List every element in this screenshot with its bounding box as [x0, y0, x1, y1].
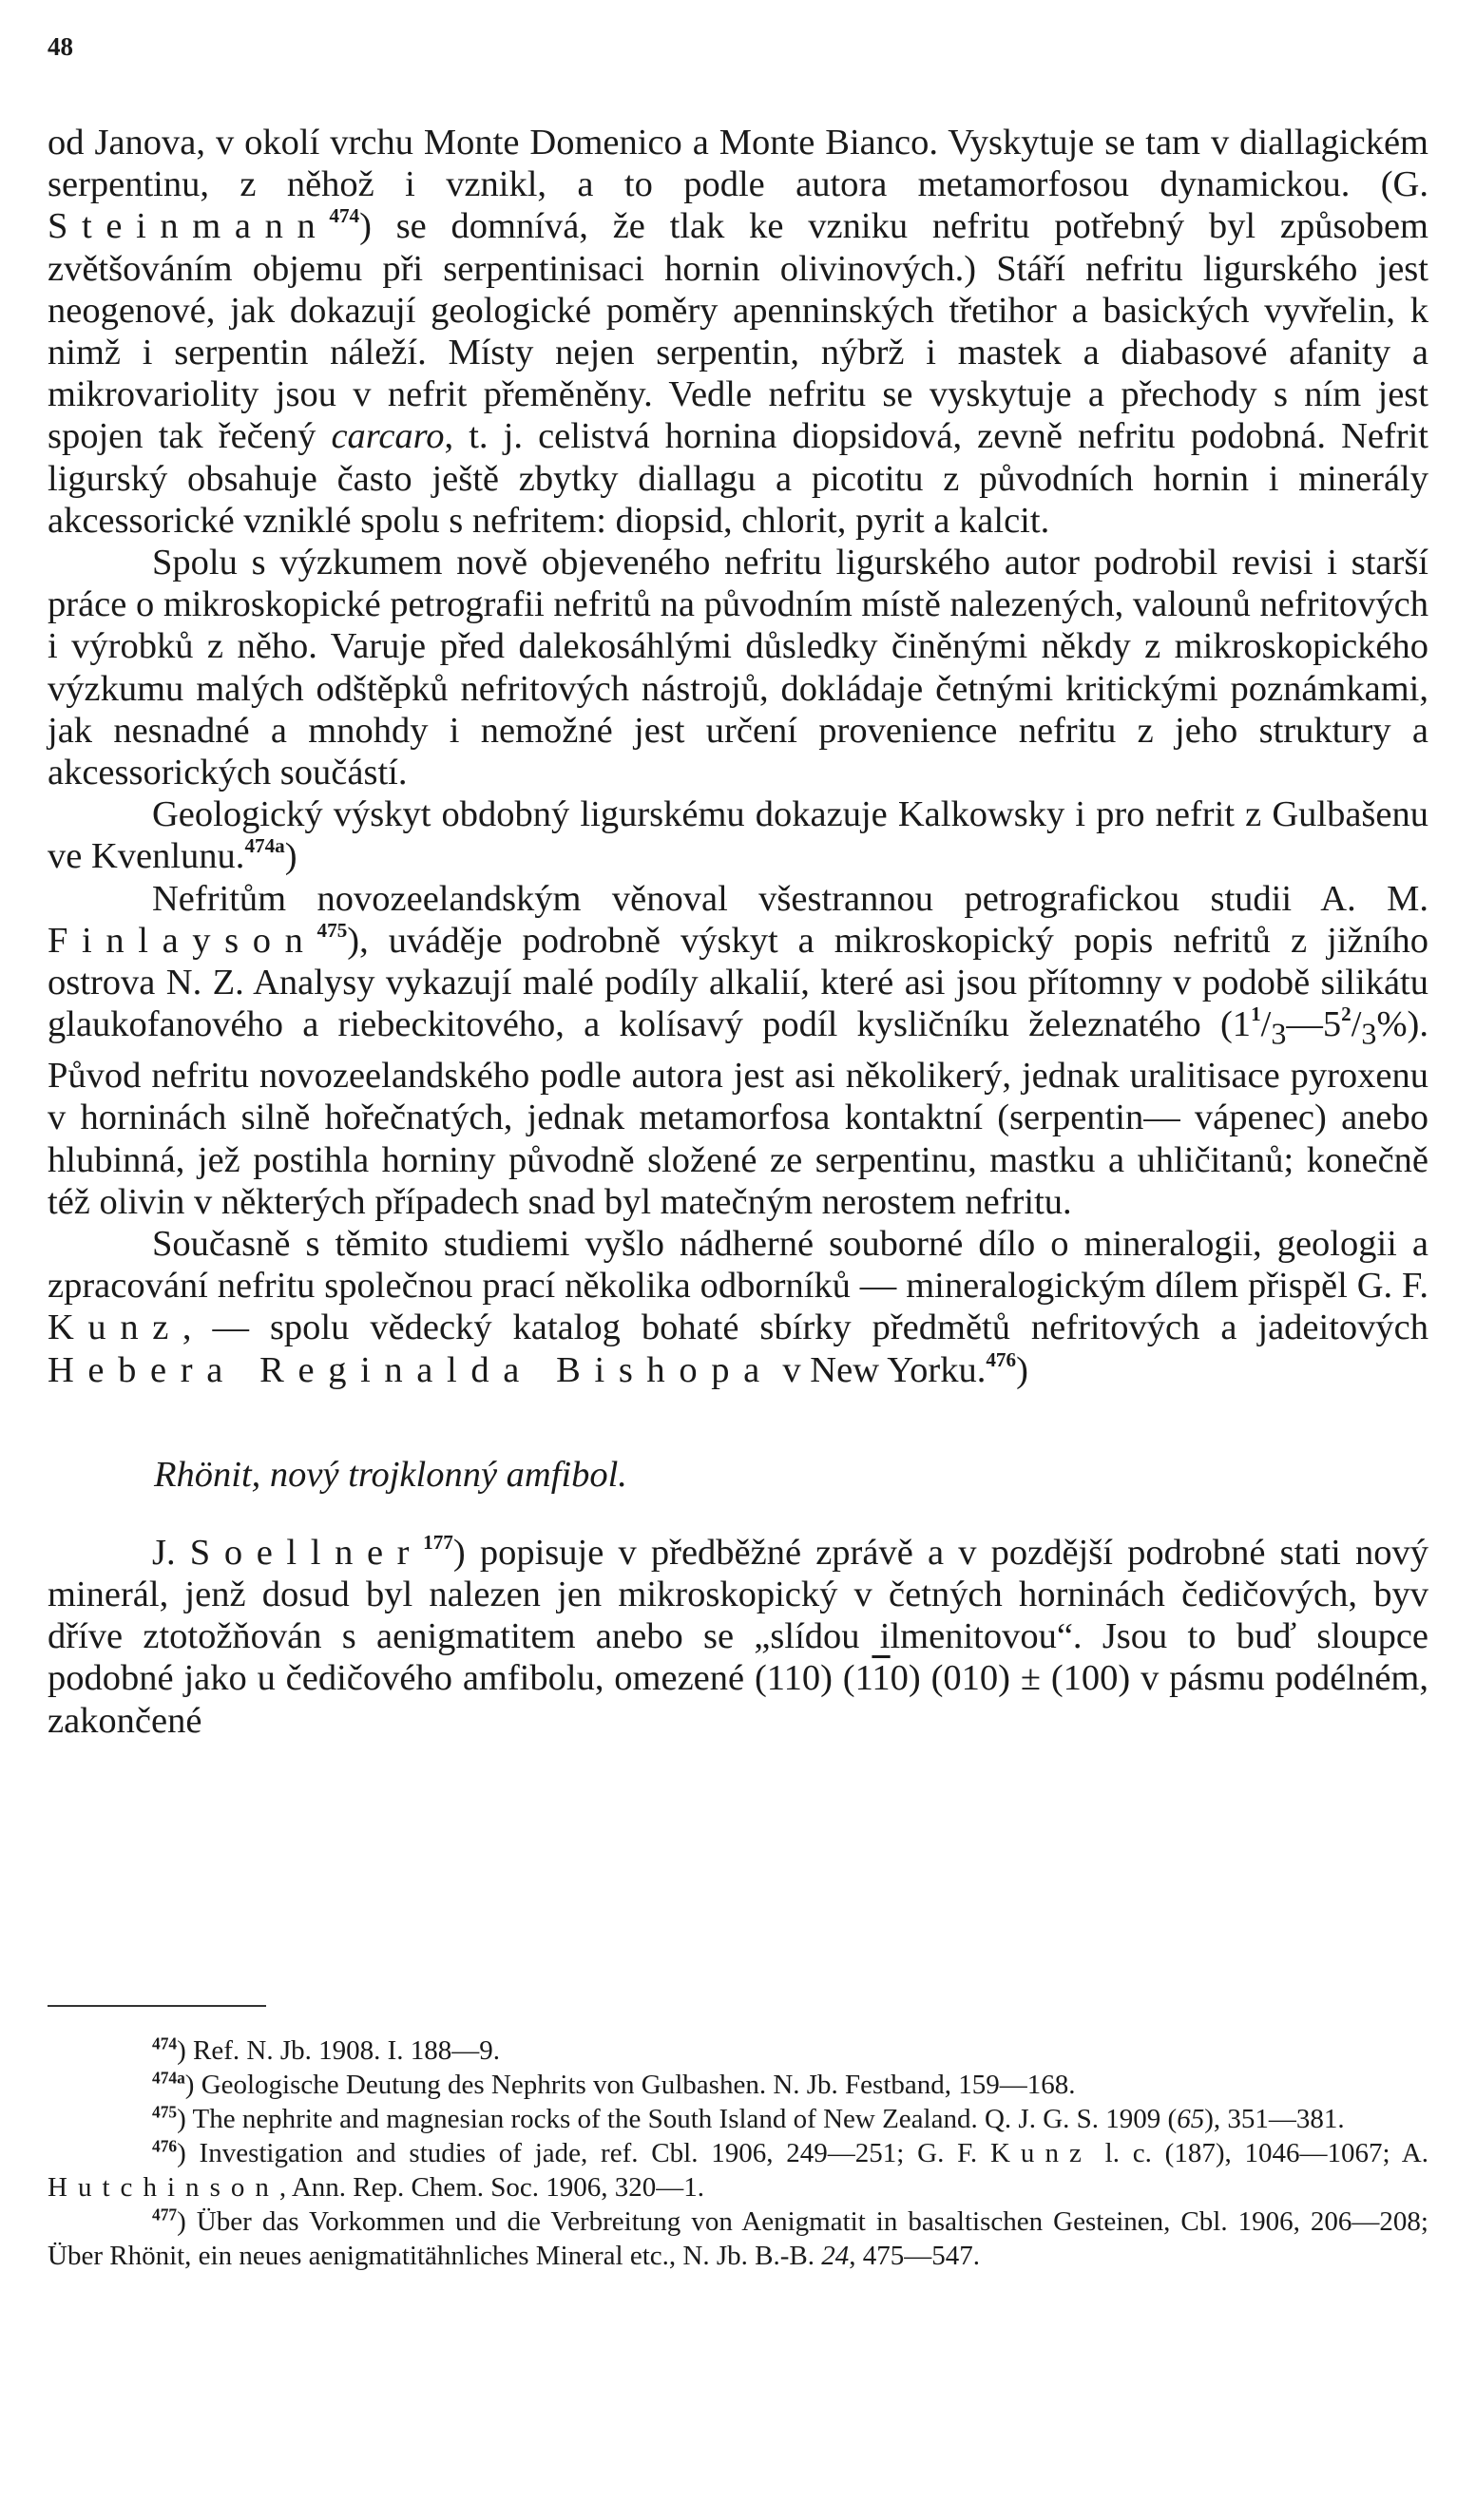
paragraph-3: Geologický výskyt obdobný ligurskému dokazuje Kalkowsky i pro nefrit z Gulbašenu ve Kvenlunu.$^{474a}$): [48, 794, 1428, 877]
author-name: Steinmann: [48, 206, 330, 247]
paragraph-5: Současně s těmito studiemi vyšlo nádherné souborné dílo o mineralogii, geologii a zpracování nefritu společnou prací několika odborníků — mineralogickým dílem přispěl G. F. Kunz, — spolu vědecký katalog bohaté sbírky předmětů nefritových a jadeitových Hebera Reginalda Bishopa v New Yorku.$^{476}$): [48, 1223, 1428, 1390]
author-name: Kunz: [48, 1308, 182, 1348]
footnote-ref: 474a: [244, 834, 285, 858]
italic-term: carcaro: [331, 416, 445, 457]
footnote: $^{474a}$) Geologische Deutung des Nephrits von Gulbashen. N. Jb. Festband, 159—168.: [152, 2068, 1076, 2100]
footnote-separator: [48, 2005, 266, 2007]
author-name: Soellner: [189, 1532, 424, 1573]
footnote: $^{475}$) The nephrite and magnesian rocks of the South Island of New Zealand. Q. J. G. S. 1909 (65), 351—381.: [152, 2102, 1345, 2134]
footnote-ref: 476: [986, 1347, 1017, 1371]
footnote: $^{476}$) Investigation and studies of jade, ref. Cbl. 1906, 249—251; G. F. Kunz l. c. (187), 1046—1067; A. Hutchinson, Ann. Rep. Chem. Soc. 1906, 320—1.: [48, 2136, 1428, 2203]
section-heading: Rhönit, nový trojklonný amfibol.: [154, 1454, 627, 1495]
footnote: $^{477}$) Über das Vorkommen und die Verbreitung von Aenigmatit in basaltischen Gesteinen, Cbl. 1906, 206—208; Über Rhönit, ein neues aenigmatitähnliches Mineral etc., N. Jb. B.-B. 24, 475—547.: [48, 2205, 1428, 2271]
footnote: $^{474}$) Ref. N. Jb. 1908. I. 188—9.: [152, 2033, 501, 2066]
paragraph-6: J. Soellner$^{177}$) popisuje v předběžné zprávě a v pozdější podrobné stati nový minerál, jenž dosud byl nalezen jen mikroskopický v četných horninách čedičových, byv dříve ztotožňován s aenigmatitem anebo se „slídou ilmenitovou“. Jsou to buď sloupce podobné jako u čedičového amfibolu, omezené (110) (110) (010) ± (100) v pásmu podélném, zakončené: [48, 1530, 1428, 1741]
paragraph-4: Nefritům novozeelandským věnoval všestrannou petrografickou studii A. M. Finlayson$^{475}$), uváděje podrobně výskyt a mikroskopický popis nefritů z jižního ostrova N. Z. Analysy vykazují malé podíly alkalií, které asi jsou přítomny v podobě silikátu glaukofanového a riebeckitového, a kolísavý podíl kysličníku železnatého $(1^1/_3—5^2/_3\%)$. Původ nefritu novozeelandského podle autora jest asi několikerý, jednak uralitisace pyroxenu v horninách silně hořečnatých, jednak metamorfosa kontaktní (serpentin— vápenec) anebo hlubinná, jež postihla horniny původně složené ze serpentinu, mastku a uhličitanů; konečně též olivin v některých případech snad byl matečným nerostem nefritu.: [48, 878, 1428, 1222]
paragraph-1: od Janova, v okolí vrchu Monte Domenico a Monte Bianco. Vyskytuje se tam v diallagickém serpentinu, z něhož i vznikl, a to podle autora metamorfosou dynamickou. (G. Steinmann$^{474}$) se domnívá, že tlak ke vzniku nefritu potřebný byl způsobem zvětšováním objemu při serpentinisaci hornin olivinových.) Stáří nefritu ligurského jest neogenové, jak dokazují geologické poměry apenninských třetihor a basických vyvřelin, k nimž i serpentin náleží. Místy nejen serpentin, nýbrž i mastek a diabasové afanity a mikrovariolity jsou v nefrit přeměněny. Vedle nefritu se vyskytuje a přechody s ním jest spojen tak řečený carcaro, t. j. celistvá hornina diopsidová, zevně nefritu podobná. Nefrit ligurský obsahuje často ještě zbytky diallagu a picotitu z původních hornin i minerály akcessorické vzniklé spolu s nefritem: diopsid, chlorit, pyrit a kalcit.: [48, 123, 1429, 541]
author-name: Finlayson: [48, 920, 317, 961]
footnote-ref: 177: [423, 1530, 453, 1554]
footnote-ref: 474: [329, 204, 360, 228]
author-name: Hutchinson: [48, 2172, 279, 2203]
footnote-ref: 475: [316, 918, 348, 942]
author-name: Hebera Reginalda Bishopa: [48, 1349, 774, 1390]
author-name: Kunz: [989, 2138, 1092, 2168]
plus-minus-symbol: ±: [1020, 1658, 1041, 1699]
body-text: [48, 122, 1428, 1742]
footnotes: [48, 2033, 1428, 2273]
paragraph-2: Spolu s výzkumem nově objeveného nefritu ligurského autor podrobil revisi i starší práce o mikroskopické petrografii nefritů na původním místě nalezených, valounů nefritových i výrobků z něho. Varuje před dalekosáhlými důsledky činěnými někdy z mikroskopického výzkumu malých odštěpků nefritových nástrojů, dokládaje četnými kritickými poznámkami, jak nesnadné a mnohdy i nemožné jest určení provenience nefritu z jeho struktury a akcessorických součástí.: [48, 543, 1428, 793]
page-number: 48: [48, 32, 73, 61]
